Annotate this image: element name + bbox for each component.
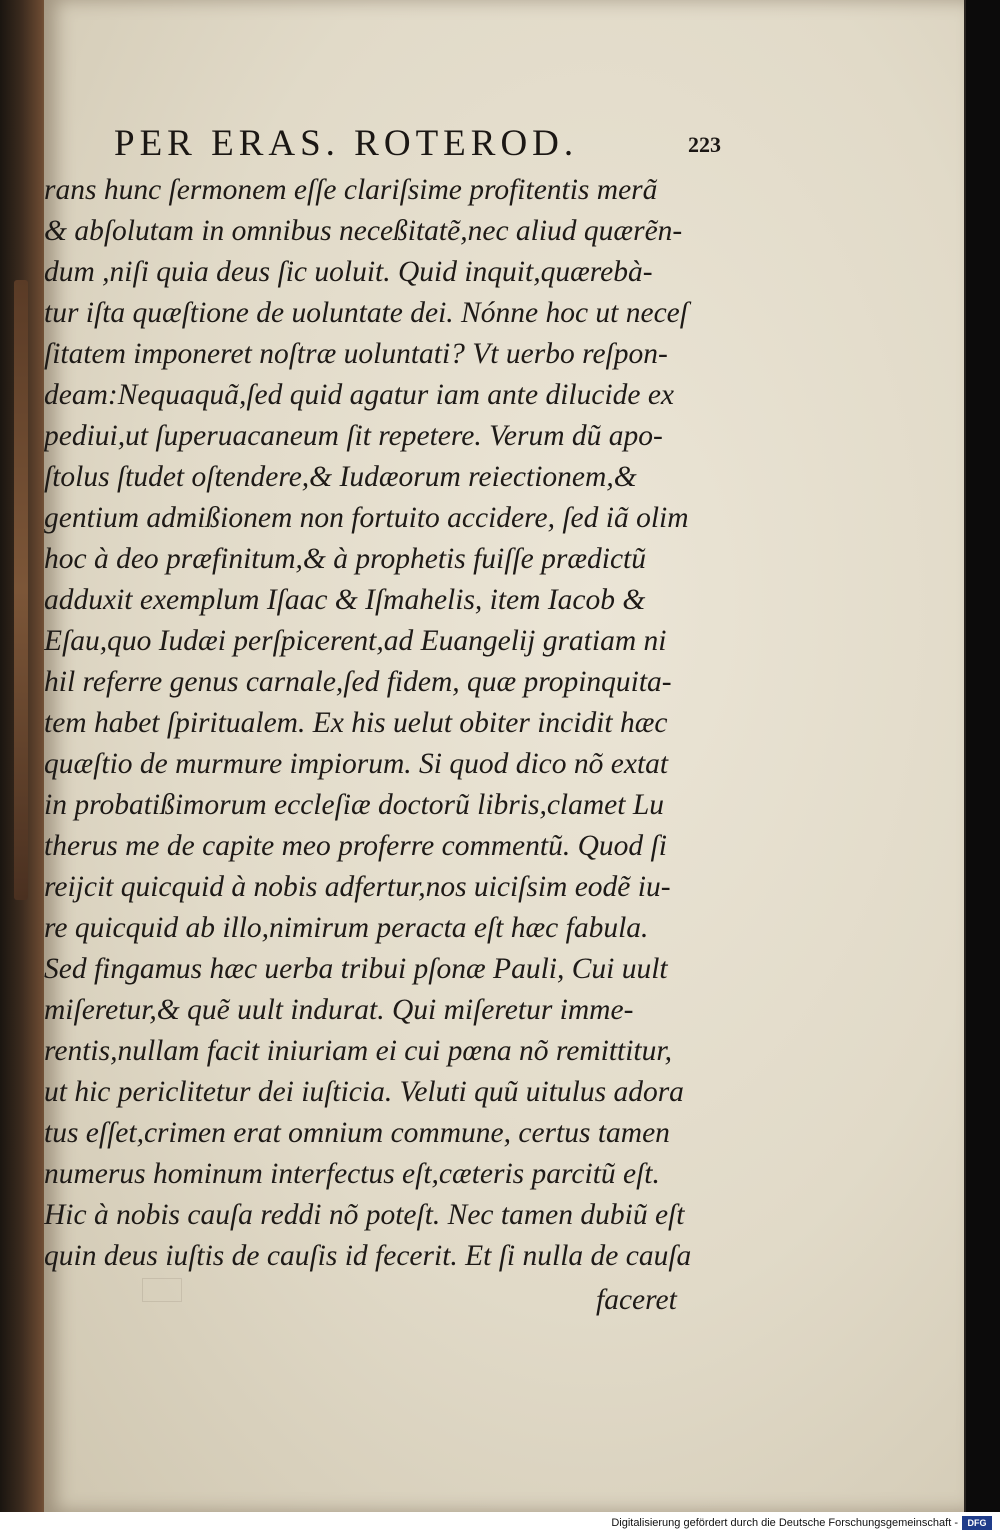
text-line: Eſau,quo Iudæi perſpicerent,ad Euangelij gratiam ni bbox=[44, 625, 667, 657]
text-line: rans hunc ſermonem eſſe clariſsime profitentis merã bbox=[44, 174, 658, 206]
body-text bbox=[44, 0, 964, 1512]
funding-credit: Digitalisierung gefördert durch die Deutsche Forschungsgemeinschaft - bbox=[611, 1517, 958, 1529]
text-line: tus eſſet,crimen erat omnium commune, certus tamen bbox=[44, 1117, 670, 1149]
text-line: tur iſta quæſtione de uoluntate dei. Nónne hoc ut neceſ bbox=[44, 297, 688, 329]
catchword: faceret bbox=[596, 1284, 677, 1316]
text-line: Hic à nobis cauſa reddi nõ poteſt. Nec tamen dubiũ eſt bbox=[44, 1199, 685, 1231]
page-number: 223 bbox=[688, 132, 721, 157]
text-line: pediui,ut ſuperuacaneum ſit repetere. Verum dũ apo- bbox=[44, 420, 663, 452]
text-line: rentis,nullam facit iniuriam ei cui pœna nõ remittitur, bbox=[44, 1035, 672, 1067]
text-line: hoc à deo præfinitum,& à prophetis fuiſſe prædictũ bbox=[44, 543, 646, 575]
book-page bbox=[44, 0, 966, 1512]
text-line: numerus hominum interfectus eſt,cæteris parcitũ eſt. bbox=[44, 1158, 660, 1190]
text-line: in probatißimorum eccleſiæ doctorũ libris,clamet Lu bbox=[44, 789, 665, 821]
digitization-footer bbox=[0, 1512, 1000, 1536]
text-line: re quicquid ab illo,nimirum peracta eſt hæc fabula. bbox=[44, 912, 649, 944]
text-line: quin deus iuſtis de cauſis id fecerit. Et ſi nulla de cauſa bbox=[44, 1240, 692, 1272]
text-line: quæſtio de murmure impiorum. Si quod dico nõ extat bbox=[44, 748, 669, 780]
text-line: hil referre genus carnale,ſed fidem, quæ propinquita- bbox=[44, 666, 672, 698]
text-line: miſeretur,& quẽ uult indurat. Qui miſeretur imme- bbox=[44, 994, 634, 1026]
text-line: dum ,niſi quia deus ſic uoluit. Quid inquit,quærebà- bbox=[44, 256, 653, 288]
text-line: Sed fingamus hæc uerba tribui pſonæ Pauli, Cui uult bbox=[44, 953, 668, 985]
faint-library-stamp bbox=[142, 1278, 182, 1302]
running-head-title: PER ERAS. ROTEROD. bbox=[114, 123, 579, 164]
text-line: ſitatem imponeret noſtræ uoluntati? Vt uerbo reſpon- bbox=[44, 338, 668, 370]
text-line: adduxit exemplum Iſaac & Iſmahelis, item Iacob & bbox=[44, 584, 646, 616]
text-line: deam:Nequaquã,ſed quid agatur iam ante dilucide ex bbox=[44, 379, 675, 411]
dfg-logo-icon: DFG bbox=[962, 1516, 992, 1530]
text-line: therus me de capite meo proferre commentũ. Quod ſi bbox=[44, 830, 667, 862]
text-line: ſtolus ſtudet oſtendere,& Iudæorum reiectionem,& bbox=[44, 461, 637, 493]
text-line: reijcit quicquid à nobis adfertur,nos uiciſsim eodẽ iu- bbox=[44, 871, 671, 903]
text-line: ut hic periclitetur dei iuſticia. Veluti quũ uitulus adora bbox=[44, 1076, 684, 1108]
text-line: gentium admißionem non fortuito accidere, ſed iã olim bbox=[44, 502, 689, 534]
text-line: tem habet ſpiritualem. Ex his uelut obiter incidit hæc bbox=[44, 707, 668, 739]
text-line: & abſolutam in omnibus neceßitatẽ,nec aliud quærẽn- bbox=[44, 215, 683, 247]
